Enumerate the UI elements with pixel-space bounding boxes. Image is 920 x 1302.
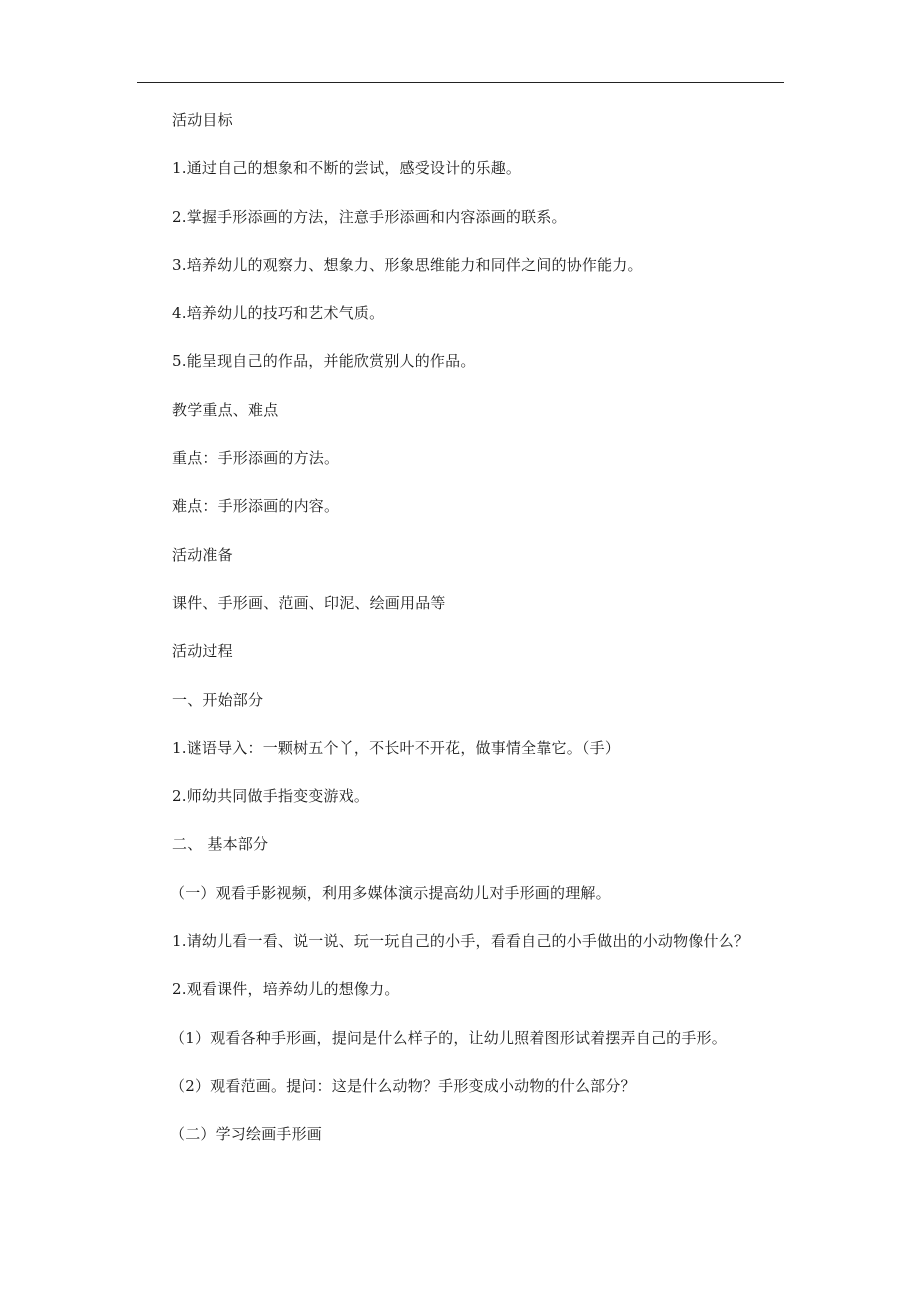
process-part-2-item-2-sub-1: （1）观看各种手形画，提问是什么样子的，让幼儿照着图形试着摆弄自己的手形。 xyxy=(170,1028,727,1047)
goal-item-4: 4.培养幼儿的技巧和艺术气质。 xyxy=(172,304,385,323)
goal-item-5: 5.能呈现自己的作品，并能欣赏别人的作品。 xyxy=(172,352,476,371)
section-heading-preparation: 活动准备 xyxy=(172,545,233,564)
process-part-2-item-2: 2.观看课件，培养幼儿的想像力。 xyxy=(172,980,400,999)
goal-item-1: 1.通过自己的想象和不断的尝试，感受设计的乐趣。 xyxy=(172,159,522,178)
header-rule xyxy=(137,82,784,83)
process-part-1-item-1: 1.谜语导入：一颗树五个丫，不长叶不开花，做事情全靠它。（手） xyxy=(172,738,621,757)
section-heading-process: 活动过程 xyxy=(172,642,233,661)
difficult-point: 难点：手形添画的内容。 xyxy=(172,497,340,516)
key-point: 重点：手形添画的方法。 xyxy=(172,449,340,468)
process-part-2-item-1: 1.请幼儿看一看、说一说、玩一玩自己的小手，看看自己的小手做出的小动物像什么？ xyxy=(172,932,750,951)
section-heading-key-points: 教学重点、难点 xyxy=(172,400,279,419)
process-part-2-sub-1: （一）观看手影视频，利用多媒体演示提高幼儿对手形画的理解。 xyxy=(170,883,611,902)
process-part-2-sub-2: （二）学习绘画手形画 xyxy=(170,1125,323,1144)
process-part-1-heading: 一、开始部分 xyxy=(172,690,264,709)
section-heading-activity-goals: 活动目标 xyxy=(172,111,233,129)
preparation-materials: 课件、手形画、范画、印泥、绘画用品等 xyxy=(172,593,446,612)
process-part-1-item-2: 2.师幼共同做手指变变游戏。 xyxy=(172,787,370,806)
goal-item-3: 3.培养幼儿的观察力、想象力、形象思维能力和同伴之间的协作能力。 xyxy=(172,255,643,274)
goal-item-2: 2.掌握手形添画的方法，注意手形添画和内容添画的联系。 xyxy=(172,207,567,226)
document-body xyxy=(172,110,792,1173)
process-part-2-item-2-sub-2: （2）观看范画。提问：这是什么动物？手形变成小动物的什么部分？ xyxy=(170,1076,636,1095)
process-part-2-heading: 二、 基本部分 xyxy=(172,835,269,854)
